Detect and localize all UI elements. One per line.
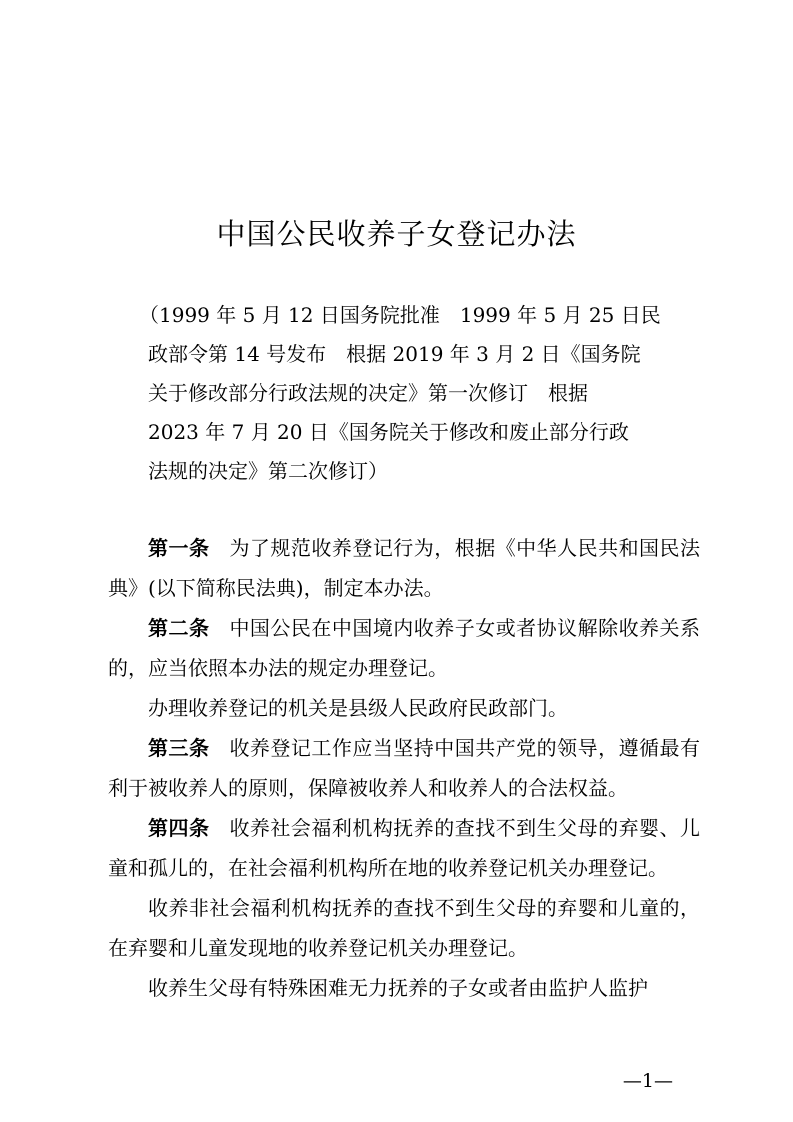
article-number: 第二条 <box>148 616 210 640</box>
paragraph <box>108 688 700 728</box>
page-number: —1— <box>622 1070 673 1092</box>
article-number: 第四条 <box>148 816 210 840</box>
revision-note-line: 2023 年 7 月 20 日《国务院关于修改和废止部分行政 <box>148 420 629 444</box>
paragraph <box>108 968 700 1008</box>
revision-note-line: 关于修改部分行政法规的决定》第一次修订 根据 <box>148 381 588 405</box>
document-title: 中国公民收养子女登记办法 <box>216 217 577 251</box>
revision-note <box>139 296 661 491</box>
paragraph-text: 收养非社会福利机构抚养的查找不到生父母的弃婴和儿童的，在弃婴和儿童发现地的收养登记机关办理登记。 <box>108 896 700 960</box>
paragraph-text: 中国公民在中国境内收养子女或者协议解除收养关系的，应当依照本办法的规定办理登记。 <box>108 616 701 680</box>
article-number: 第一条 <box>148 536 210 560</box>
paragraph-text: 收养社会福利机构抚养的查找不到生父母的弃婴、儿童和孤儿的，在社会福利机构所在地的收养登记机关办理登记。 <box>108 816 701 880</box>
document-body <box>108 528 700 1008</box>
article-number: 第三条 <box>148 736 210 760</box>
article-paragraph <box>108 808 700 888</box>
paragraph-text: 收养登记工作应当坚持中国共产党的领导，遵循最有利于被收养人的原则，保障被收养人和收养人的合法权益。 <box>108 736 701 800</box>
article-paragraph <box>108 728 700 808</box>
article-paragraph <box>108 528 700 608</box>
paragraph-text: 为了规范收养登记行为，根据《中华人民共和国民法典》(以下简称民法典)，制定本办法。 <box>108 536 701 600</box>
paragraph-text: 办理收养登记的机关是县级人民政府民政部门。 <box>148 696 568 720</box>
paragraph-text: 收养生父母有特殊困难无力抚养的子女或者由监护人监护 <box>148 976 648 1000</box>
revision-note-line: 政部令第 14 号发布 根据 2019 年 3 月 2 日《国务院 <box>148 342 641 366</box>
paragraph <box>108 888 700 968</box>
revision-note-line: 法规的决定》第二次修订） <box>148 459 388 483</box>
article-paragraph <box>108 608 700 688</box>
revision-note-line: （1999 年 5 月 12 日国务院批准 1999 年 5 月 25 日民 <box>139 303 661 327</box>
